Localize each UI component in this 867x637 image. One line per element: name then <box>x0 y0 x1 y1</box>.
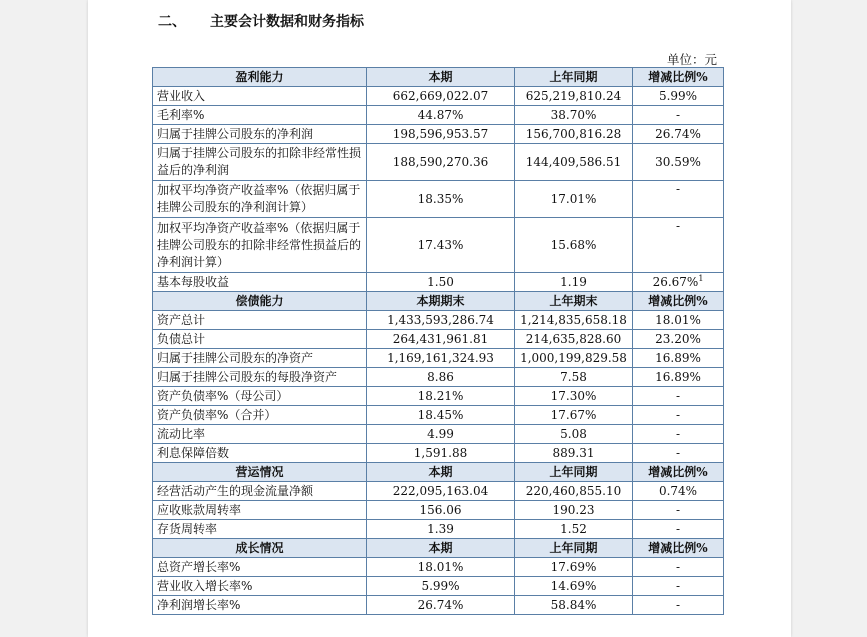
current-value: 1.50 <box>367 273 515 292</box>
row-label: 归属于挂牌公司股东的每股净资产 <box>153 368 367 387</box>
change-value: - <box>675 559 681 574</box>
change-value: 16.89% <box>655 369 701 384</box>
change-ratio <box>633 482 724 501</box>
table-row <box>153 311 724 330</box>
document-page <box>88 0 791 637</box>
change-value: 26.74% <box>655 126 701 141</box>
footnote-marker: 1 <box>698 273 704 283</box>
table-row <box>153 577 724 596</box>
table-row <box>153 558 724 577</box>
change-value: - <box>675 219 681 233</box>
row-label: 存货周转率 <box>153 520 367 539</box>
row-label: 归属于挂牌公司股东的净资产 <box>153 349 367 368</box>
change-value: - <box>675 426 681 441</box>
current-value: 188,590,270.36 <box>367 144 515 181</box>
row-label: 归属于挂牌公司股东的扣除非经常性损益后的净利润 <box>153 144 367 181</box>
table-row <box>153 181 724 218</box>
row-label: 流动比率 <box>153 425 367 444</box>
header-cell: 上年同期 <box>515 68 633 87</box>
header-cell: 增减比例% <box>633 292 724 311</box>
header-cell: 营运情况 <box>153 463 367 482</box>
header-cell: 本期 <box>367 463 515 482</box>
current-value: 18.45% <box>367 406 515 425</box>
current-value: 1,433,593,286.74 <box>367 311 515 330</box>
row-label: 归属于挂牌公司股东的净利润 <box>153 125 367 144</box>
header-cell: 本期 <box>367 68 515 87</box>
row-label: 资产负债率%（母公司） <box>153 387 367 406</box>
change-ratio <box>633 368 724 387</box>
change-ratio <box>633 125 724 144</box>
previous-value: 214,635,828.60 <box>515 330 633 349</box>
previous-value: 220,460,855.10 <box>515 482 633 501</box>
previous-value: 190.23 <box>515 501 633 520</box>
previous-value: 5.08 <box>515 425 633 444</box>
current-value: 18.01% <box>367 558 515 577</box>
change-value: 18.01% <box>655 312 701 327</box>
previous-value: 17.69% <box>515 558 633 577</box>
change-value: 0.74% <box>658 483 698 498</box>
current-value: 18.21% <box>367 387 515 406</box>
current-value: 264,431,961.81 <box>367 330 515 349</box>
table-row <box>153 406 724 425</box>
current-value: 1,169,161,324.93 <box>367 349 515 368</box>
table-row <box>153 425 724 444</box>
previous-value: 156,700,816.28 <box>515 125 633 144</box>
row-label: 加权平均净资产收益率%（依据归属于挂牌公司股东的扣除非经常性损益后的净利润计算） <box>153 218 367 273</box>
previous-value: 58.84% <box>515 596 633 615</box>
change-ratio <box>633 520 724 539</box>
table-row <box>153 444 724 463</box>
table-row <box>153 273 724 292</box>
current-value: 5.99% <box>367 577 515 596</box>
previous-value: 14.69% <box>515 577 633 596</box>
change-value: - <box>675 107 681 122</box>
table-body <box>153 68 724 615</box>
table-row <box>153 349 724 368</box>
section-header-row <box>153 292 724 311</box>
current-value: 44.87% <box>367 106 515 125</box>
previous-value: 15.68% <box>515 218 633 273</box>
change-value: 5.99% <box>658 88 698 103</box>
row-label: 营业收入 <box>153 87 367 106</box>
change-ratio <box>633 273 724 292</box>
change-ratio <box>633 596 724 615</box>
current-value: 156.06 <box>367 501 515 520</box>
current-value: 17.43% <box>367 218 515 273</box>
change-ratio <box>633 87 724 106</box>
current-value: 1,591.88 <box>367 444 515 463</box>
change-value: - <box>675 502 681 517</box>
header-cell: 盈利能力 <box>153 68 367 87</box>
financial-indicators-table <box>152 67 724 615</box>
unit-label: 单位：元 <box>666 52 717 67</box>
change-value: - <box>675 445 681 460</box>
previous-value: 17.67% <box>515 406 633 425</box>
header-cell: 增减比例% <box>633 539 724 558</box>
table-row <box>153 520 724 539</box>
section-heading <box>158 11 364 31</box>
change-ratio <box>633 144 724 181</box>
header-cell: 成长情况 <box>153 539 367 558</box>
change-ratio <box>633 444 724 463</box>
change-ratio <box>633 311 724 330</box>
change-value: 30.59% <box>655 154 701 169</box>
previous-value: 1,214,835,658.18 <box>515 311 633 330</box>
header-cell: 增减比例% <box>633 68 724 87</box>
previous-value: 17.30% <box>515 387 633 406</box>
current-value: 8.86 <box>367 368 515 387</box>
row-label: 负债总计 <box>153 330 367 349</box>
current-value: 222,095,163.04 <box>367 482 515 501</box>
previous-value: 625,219,810.24 <box>515 87 633 106</box>
change-ratio <box>633 330 724 349</box>
table-row <box>153 501 724 520</box>
table-row <box>153 106 724 125</box>
previous-value: 1.52 <box>515 520 633 539</box>
header-cell: 偿债能力 <box>153 292 367 311</box>
header-cell: 上年期末 <box>515 292 633 311</box>
change-ratio <box>633 349 724 368</box>
change-ratio <box>633 425 724 444</box>
current-value: 18.35% <box>367 181 515 218</box>
previous-value: 1.19 <box>515 273 633 292</box>
row-label: 应收账款周转率 <box>153 501 367 520</box>
table-row <box>153 218 724 273</box>
change-value: 23.20% <box>655 331 701 346</box>
change-value: 16.89% <box>655 350 701 365</box>
row-label: 基本每股收益 <box>153 273 367 292</box>
table-row <box>153 87 724 106</box>
section-header-row <box>153 68 724 87</box>
change-ratio <box>633 106 724 125</box>
current-value: 662,669,022.07 <box>367 87 515 106</box>
change-value: - <box>675 182 681 196</box>
table-row <box>153 125 724 144</box>
table-row <box>153 482 724 501</box>
current-value: 198,596,953.57 <box>367 125 515 144</box>
previous-value: 144,409,586.51 <box>515 144 633 181</box>
change-ratio <box>633 577 724 596</box>
table-row <box>153 368 724 387</box>
change-value: - <box>675 578 681 593</box>
previous-value: 7.58 <box>515 368 633 387</box>
header-cell: 增减比例% <box>633 463 724 482</box>
previous-value: 1,000,199,829.58 <box>515 349 633 368</box>
row-label: 资产总计 <box>153 311 367 330</box>
change-ratio <box>633 218 724 273</box>
previous-value: 889.31 <box>515 444 633 463</box>
change-value: - <box>675 407 681 422</box>
row-label: 经营活动产生的现金流量净额 <box>153 482 367 501</box>
previous-value: 38.70% <box>515 106 633 125</box>
change-value: - <box>675 521 681 536</box>
current-value: 1.39 <box>367 520 515 539</box>
header-cell: 上年同期 <box>515 463 633 482</box>
row-label: 利息保障倍数 <box>153 444 367 463</box>
change-value: - <box>675 597 681 612</box>
row-label: 净利润增长率% <box>153 596 367 615</box>
change-value: - <box>675 388 681 403</box>
change-ratio <box>633 501 724 520</box>
change-value: 26.67% <box>652 274 699 289</box>
header-cell: 上年同期 <box>515 539 633 558</box>
change-ratio <box>633 406 724 425</box>
section-title: 主要会计数据和财务指标 <box>210 14 364 30</box>
change-ratio <box>633 181 724 218</box>
row-label: 加权平均净资产收益率%（依据归属于挂牌公司股东的净利润计算） <box>153 181 367 218</box>
section-header-row <box>153 539 724 558</box>
row-label: 毛利率% <box>153 106 367 125</box>
current-value: 4.99 <box>367 425 515 444</box>
row-label: 营业收入增长率% <box>153 577 367 596</box>
current-value: 26.74% <box>367 596 515 615</box>
row-label: 资产负债率%（合并） <box>153 406 367 425</box>
section-header-row <box>153 463 724 482</box>
table-row <box>153 596 724 615</box>
section-number: 二、 <box>158 14 186 30</box>
previous-value: 17.01% <box>515 181 633 218</box>
change-ratio <box>633 387 724 406</box>
table-row <box>153 387 724 406</box>
header-cell: 本期期末 <box>367 292 515 311</box>
table-row <box>153 144 724 181</box>
table-row <box>153 330 724 349</box>
header-cell: 本期 <box>367 539 515 558</box>
change-ratio <box>633 558 724 577</box>
row-label: 总资产增长率% <box>153 558 367 577</box>
